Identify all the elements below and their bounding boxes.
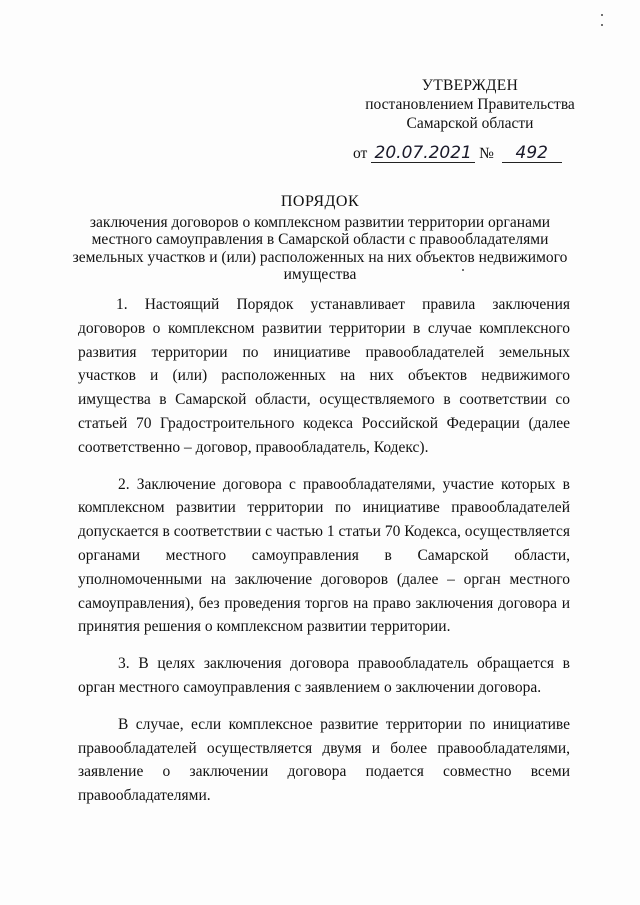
document-body bbox=[78, 293, 570, 821]
title-word: ПОРЯДОК bbox=[280, 193, 360, 210]
title-subtitle: заключения договоров о комплексном развитии территории органами местного самоуправления в Самарской области с правообладателями земельных участков и (или) расположенных на них объектов недвижимого имущества bbox=[72, 213, 568, 283]
paragraph-2: 2. Заключение договора с правообладателями, участие которых в комплексном развитии территории по инициативе правообладателей допускается в соответствии с частью 1 статьи 70 Кодекса, осуществляется органами местного самоуправления в Самарской области, уполномоченными на заключение договоров (далее – орган местного самоуправления), без проведения торгов на право заключения договора и принятия решения о комплексном развитии территории. bbox=[78, 475, 570, 636]
paragraph-1: 1. Настоящий Порядок устанавливает правила заключения договоров о комплексном развитии территории в случае комплексного развития территории по инициативе правообладателей земельных участков и (или) расположенных на них объектов недвижимого имущества в Самарской области, осуществляемого в соответствии со статьей 70 Градостроительного кодекса Российской Федерации (далее соответственно – договор, правообладатель, Кодекс). bbox=[78, 296, 570, 456]
paragraph-3: 3. В целях заключения договора правообладатель обращается в орган местного самоуправления с заявлением о заключении договора. bbox=[78, 655, 570, 696]
decree-from-label: от bbox=[353, 145, 368, 162]
scan-speck bbox=[462, 269, 464, 271]
scan-speck bbox=[601, 14, 603, 16]
scan-speck bbox=[601, 24, 603, 26]
approval-line-2: Самарской области bbox=[406, 115, 534, 132]
decree-number-label: № bbox=[479, 145, 494, 162]
decree-reference bbox=[353, 143, 562, 165]
approval-line-1: постановлением Правительства bbox=[365, 96, 575, 113]
decree-date: 20.07.2021 bbox=[371, 144, 475, 163]
paragraph-4: В случае, если комплексное развитие территории по инициативе правообладателей осуществляется двумя и более правообладателями, заявление о заключении договора подается совместно всеми правообладателями. bbox=[78, 715, 570, 805]
approval-stamp bbox=[355, 76, 585, 133]
approval-heading: УТВЕРЖДЕН bbox=[421, 77, 519, 94]
document-title bbox=[60, 193, 580, 284]
decree-number: 492 bbox=[502, 144, 562, 163]
